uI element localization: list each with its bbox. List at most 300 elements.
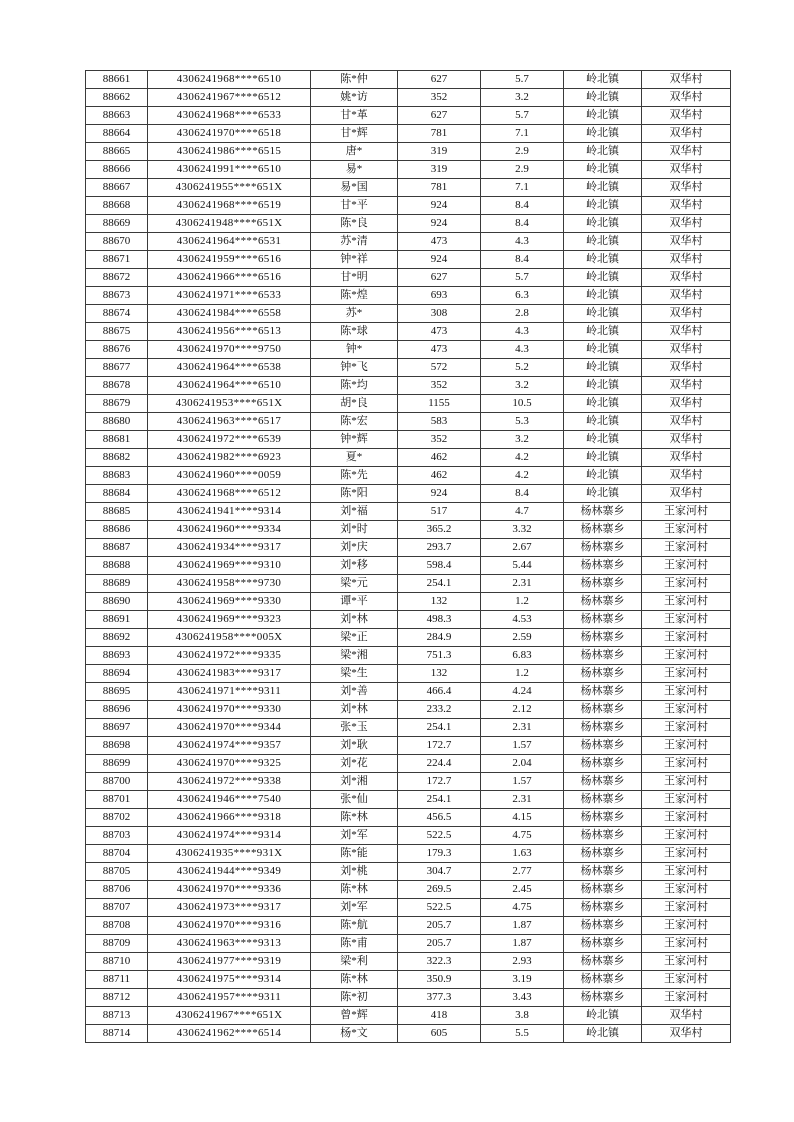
table-cell-id-number: 4306241963****9313 xyxy=(148,935,311,953)
table-cell-name: 陈*先 xyxy=(311,467,398,485)
table-cell-village: 王家河村 xyxy=(642,917,731,935)
table-cell-area: 2.77 xyxy=(481,863,564,881)
table-cell-village: 王家河村 xyxy=(642,701,731,719)
table-row xyxy=(86,827,731,845)
table-cell-village: 王家河村 xyxy=(642,539,731,557)
table-row xyxy=(86,449,731,467)
table-cell-name: 谭*平 xyxy=(311,593,398,611)
table-cell-name: 刘*湘 xyxy=(311,773,398,791)
table-cell-name: 张*玉 xyxy=(311,719,398,737)
table-cell-village: 双华村 xyxy=(642,485,731,503)
table-cell-id-number: 4306241974****9357 xyxy=(148,737,311,755)
table-cell-area: 2.9 xyxy=(481,143,564,161)
table-cell-area: 2.31 xyxy=(481,791,564,809)
table-row xyxy=(86,341,731,359)
table-cell-serial: 88714 xyxy=(86,1025,148,1043)
table-cell-id-number: 4306241970****6518 xyxy=(148,125,311,143)
table-cell-serial: 88680 xyxy=(86,413,148,431)
table-cell-amount: 377.3 xyxy=(398,989,481,1007)
table-cell-town: 岭北镇 xyxy=(564,179,642,197)
table-cell-town: 杨林寨乡 xyxy=(564,647,642,665)
table-cell-village: 双华村 xyxy=(642,89,731,107)
table-cell-area: 4.3 xyxy=(481,323,564,341)
table-row xyxy=(86,611,731,629)
table-cell-name: 陈*林 xyxy=(311,971,398,989)
table-cell-serial: 88662 xyxy=(86,89,148,107)
table-row xyxy=(86,593,731,611)
table-row xyxy=(86,647,731,665)
subsidy-table-body xyxy=(86,71,731,1043)
table-cell-serial: 88700 xyxy=(86,773,148,791)
table-cell-town: 杨林寨乡 xyxy=(564,557,642,575)
table-cell-town: 杨林寨乡 xyxy=(564,773,642,791)
table-cell-name: 陈*林 xyxy=(311,809,398,827)
table-cell-id-number: 4306241959****6516 xyxy=(148,251,311,269)
table-cell-village: 王家河村 xyxy=(642,845,731,863)
table-cell-town: 岭北镇 xyxy=(564,323,642,341)
table-cell-amount: 693 xyxy=(398,287,481,305)
table-row xyxy=(86,233,731,251)
table-row xyxy=(86,863,731,881)
table-cell-id-number: 4306241968****6510 xyxy=(148,71,311,89)
table-cell-town: 岭北镇 xyxy=(564,287,642,305)
table-cell-amount: 365.2 xyxy=(398,521,481,539)
table-cell-serial: 88663 xyxy=(86,107,148,125)
table-cell-area: 3.2 xyxy=(481,89,564,107)
table-cell-amount: 205.7 xyxy=(398,917,481,935)
table-cell-area: 7.1 xyxy=(481,125,564,143)
table-cell-id-number: 4306241970****9336 xyxy=(148,881,311,899)
table-cell-village: 双华村 xyxy=(642,323,731,341)
table-row xyxy=(86,971,731,989)
table-cell-id-number: 4306241962****6514 xyxy=(148,1025,311,1043)
table-cell-town: 岭北镇 xyxy=(564,305,642,323)
table-cell-serial: 88669 xyxy=(86,215,148,233)
table-cell-serial: 88705 xyxy=(86,863,148,881)
table-cell-village: 双华村 xyxy=(642,71,731,89)
table-cell-id-number: 4306241964****6531 xyxy=(148,233,311,251)
table-cell-area: 2.04 xyxy=(481,755,564,773)
table-cell-serial: 88682 xyxy=(86,449,148,467)
table-cell-amount: 308 xyxy=(398,305,481,323)
table-cell-village: 双华村 xyxy=(642,431,731,449)
table-cell-id-number: 4306241970****9325 xyxy=(148,755,311,773)
table-row xyxy=(86,917,731,935)
table-cell-town: 岭北镇 xyxy=(564,197,642,215)
table-cell-amount: 418 xyxy=(398,1007,481,1025)
table-cell-id-number: 4306241960****0059 xyxy=(148,467,311,485)
table-cell-town: 杨林寨乡 xyxy=(564,827,642,845)
table-cell-amount: 522.5 xyxy=(398,827,481,845)
table-cell-town: 岭北镇 xyxy=(564,269,642,287)
table-row xyxy=(86,1025,731,1043)
table-cell-village: 双华村 xyxy=(642,215,731,233)
table-cell-amount: 132 xyxy=(398,593,481,611)
table-cell-area: 1.63 xyxy=(481,845,564,863)
table-cell-serial: 88704 xyxy=(86,845,148,863)
table-cell-name: 甘*明 xyxy=(311,269,398,287)
table-cell-name: 陈*初 xyxy=(311,989,398,1007)
table-cell-serial: 88679 xyxy=(86,395,148,413)
table-cell-id-number: 4306241966****6516 xyxy=(148,269,311,287)
table-cell-area: 8.4 xyxy=(481,485,564,503)
table-cell-village: 双华村 xyxy=(642,413,731,431)
table-cell-village: 双华村 xyxy=(642,359,731,377)
table-cell-area: 2.93 xyxy=(481,953,564,971)
table-cell-serial: 88661 xyxy=(86,71,148,89)
table-row xyxy=(86,269,731,287)
table-row xyxy=(86,143,731,161)
table-cell-id-number: 4306241944****9349 xyxy=(148,863,311,881)
table-cell-area: 5.7 xyxy=(481,269,564,287)
table-cell-town: 岭北镇 xyxy=(564,107,642,125)
table-cell-town: 杨林寨乡 xyxy=(564,683,642,701)
table-cell-name: 刘*军 xyxy=(311,827,398,845)
table-cell-amount: 781 xyxy=(398,179,481,197)
table-cell-id-number: 4306241983****9317 xyxy=(148,665,311,683)
table-row xyxy=(86,557,731,575)
table-cell-serial: 88707 xyxy=(86,899,148,917)
table-cell-amount: 319 xyxy=(398,161,481,179)
table-cell-amount: 462 xyxy=(398,449,481,467)
table-cell-id-number: 4306241968****6533 xyxy=(148,107,311,125)
table-cell-id-number: 4306241958****005X xyxy=(148,629,311,647)
table-cell-name: 梁*正 xyxy=(311,629,398,647)
table-cell-serial: 88689 xyxy=(86,575,148,593)
table-cell-id-number: 4306241964****6538 xyxy=(148,359,311,377)
table-cell-id-number: 4306241953****651X xyxy=(148,395,311,413)
table-row xyxy=(86,323,731,341)
table-cell-village: 双华村 xyxy=(642,467,731,485)
table-cell-area: 5.7 xyxy=(481,107,564,125)
table-cell-amount: 284.9 xyxy=(398,629,481,647)
table-cell-area: 6.3 xyxy=(481,287,564,305)
table-cell-amount: 473 xyxy=(398,341,481,359)
table-cell-town: 杨林寨乡 xyxy=(564,665,642,683)
table-cell-village: 双华村 xyxy=(642,143,731,161)
table-cell-serial: 88706 xyxy=(86,881,148,899)
table-cell-area: 2.8 xyxy=(481,305,564,323)
table-row xyxy=(86,701,731,719)
table-cell-name: 梁*元 xyxy=(311,575,398,593)
table-cell-town: 杨林寨乡 xyxy=(564,953,642,971)
table-cell-area: 4.24 xyxy=(481,683,564,701)
table-cell-village: 王家河村 xyxy=(642,881,731,899)
table-cell-area: 4.3 xyxy=(481,233,564,251)
table-cell-town: 岭北镇 xyxy=(564,1007,642,1025)
table-cell-area: 5.44 xyxy=(481,557,564,575)
table-cell-name: 甘*革 xyxy=(311,107,398,125)
table-cell-village: 王家河村 xyxy=(642,989,731,1007)
table-cell-serial: 88688 xyxy=(86,557,148,575)
table-cell-village: 王家河村 xyxy=(642,521,731,539)
table-cell-name: 姚*访 xyxy=(311,89,398,107)
table-cell-village: 王家河村 xyxy=(642,827,731,845)
table-cell-village: 双华村 xyxy=(642,395,731,413)
table-cell-town: 杨林寨乡 xyxy=(564,521,642,539)
table-cell-town: 岭北镇 xyxy=(564,125,642,143)
table-cell-serial: 88686 xyxy=(86,521,148,539)
table-row xyxy=(86,539,731,557)
table-cell-name: 刘*福 xyxy=(311,503,398,521)
table-cell-serial: 88692 xyxy=(86,629,148,647)
table-row xyxy=(86,179,731,197)
table-cell-name: 陈*林 xyxy=(311,881,398,899)
table-cell-id-number: 4306241957****9311 xyxy=(148,989,311,1007)
table-cell-name: 唐* xyxy=(311,143,398,161)
table-cell-amount: 627 xyxy=(398,269,481,287)
table-cell-village: 王家河村 xyxy=(642,737,731,755)
table-cell-amount: 456.5 xyxy=(398,809,481,827)
table-cell-amount: 781 xyxy=(398,125,481,143)
table-cell-serial: 88667 xyxy=(86,179,148,197)
table-row xyxy=(86,395,731,413)
table-cell-serial: 88675 xyxy=(86,323,148,341)
table-row xyxy=(86,377,731,395)
table-cell-id-number: 4306241982****6923 xyxy=(148,449,311,467)
table-cell-area: 8.4 xyxy=(481,215,564,233)
table-cell-town: 岭北镇 xyxy=(564,485,642,503)
table-cell-village: 双华村 xyxy=(642,305,731,323)
table-cell-village: 王家河村 xyxy=(642,629,731,647)
table-cell-amount: 322.3 xyxy=(398,953,481,971)
table-row xyxy=(86,629,731,647)
table-cell-id-number: 4306241968****6512 xyxy=(148,485,311,503)
table-cell-village: 王家河村 xyxy=(642,971,731,989)
table-cell-amount: 205.7 xyxy=(398,935,481,953)
table-cell-name: 陈*阳 xyxy=(311,485,398,503)
table-cell-area: 4.15 xyxy=(481,809,564,827)
table-cell-area: 2.31 xyxy=(481,575,564,593)
table-cell-village: 王家河村 xyxy=(642,899,731,917)
table-cell-area: 5.3 xyxy=(481,413,564,431)
table-row xyxy=(86,467,731,485)
table-cell-area: 5.7 xyxy=(481,71,564,89)
table-cell-name: 甘*辉 xyxy=(311,125,398,143)
table-cell-town: 杨林寨乡 xyxy=(564,701,642,719)
table-cell-id-number: 4306241984****6558 xyxy=(148,305,311,323)
table-cell-area: 1.57 xyxy=(481,737,564,755)
table-cell-name: 陈*能 xyxy=(311,845,398,863)
table-cell-town: 岭北镇 xyxy=(564,143,642,161)
table-cell-serial: 88678 xyxy=(86,377,148,395)
table-cell-town: 杨林寨乡 xyxy=(564,935,642,953)
table-cell-serial: 88664 xyxy=(86,125,148,143)
table-cell-serial: 88702 xyxy=(86,809,148,827)
table-cell-amount: 517 xyxy=(398,503,481,521)
table-cell-serial: 88699 xyxy=(86,755,148,773)
table-cell-amount: 179.3 xyxy=(398,845,481,863)
table-cell-id-number: 4306241963****6517 xyxy=(148,413,311,431)
table-cell-town: 岭北镇 xyxy=(564,215,642,233)
table-cell-amount: 269.5 xyxy=(398,881,481,899)
table-cell-amount: 1155 xyxy=(398,395,481,413)
table-cell-area: 3.43 xyxy=(481,989,564,1007)
table-cell-village: 王家河村 xyxy=(642,665,731,683)
table-cell-id-number: 4306241991****6510 xyxy=(148,161,311,179)
table-cell-area: 3.8 xyxy=(481,1007,564,1025)
table-cell-town: 岭北镇 xyxy=(564,377,642,395)
table-cell-name: 夏* xyxy=(311,449,398,467)
table-cell-village: 王家河村 xyxy=(642,863,731,881)
table-cell-village: 王家河村 xyxy=(642,953,731,971)
table-cell-id-number: 4306241968****6519 xyxy=(148,197,311,215)
table-cell-town: 岭北镇 xyxy=(564,449,642,467)
table-cell-area: 4.3 xyxy=(481,341,564,359)
table-cell-amount: 352 xyxy=(398,431,481,449)
table-row xyxy=(86,899,731,917)
table-cell-name: 钟*祥 xyxy=(311,251,398,269)
table-cell-id-number: 4306241972****9338 xyxy=(148,773,311,791)
table-cell-serial: 88693 xyxy=(86,647,148,665)
table-cell-name: 甘*平 xyxy=(311,197,398,215)
table-cell-id-number: 4306241955****651X xyxy=(148,179,311,197)
table-cell-name: 刘*移 xyxy=(311,557,398,575)
table-row xyxy=(86,215,731,233)
table-cell-village: 王家河村 xyxy=(642,647,731,665)
table-cell-town: 岭北镇 xyxy=(564,89,642,107)
table-cell-town: 杨林寨乡 xyxy=(564,809,642,827)
table-cell-serial: 88674 xyxy=(86,305,148,323)
table-cell-id-number: 4306241986****6515 xyxy=(148,143,311,161)
table-cell-id-number: 4306241960****9334 xyxy=(148,521,311,539)
table-cell-town: 岭北镇 xyxy=(564,161,642,179)
table-cell-area: 5.2 xyxy=(481,359,564,377)
table-cell-serial: 88710 xyxy=(86,953,148,971)
table-cell-town: 杨林寨乡 xyxy=(564,899,642,917)
table-row xyxy=(86,755,731,773)
table-cell-town: 岭北镇 xyxy=(564,71,642,89)
table-cell-name: 梁*生 xyxy=(311,665,398,683)
table-cell-amount: 583 xyxy=(398,413,481,431)
table-cell-amount: 627 xyxy=(398,71,481,89)
table-cell-name: 陈*煌 xyxy=(311,287,398,305)
table-cell-serial: 88672 xyxy=(86,269,148,287)
table-row xyxy=(86,791,731,809)
table-cell-village: 王家河村 xyxy=(642,611,731,629)
table-cell-village: 双华村 xyxy=(642,161,731,179)
table-cell-village: 双华村 xyxy=(642,107,731,125)
table-cell-area: 4.7 xyxy=(481,503,564,521)
table-cell-amount: 462 xyxy=(398,467,481,485)
table-cell-id-number: 4306241977****9319 xyxy=(148,953,311,971)
table-cell-serial: 88666 xyxy=(86,161,148,179)
table-cell-area: 3.2 xyxy=(481,377,564,395)
table-cell-town: 杨林寨乡 xyxy=(564,917,642,935)
table-cell-village: 双华村 xyxy=(642,341,731,359)
table-cell-serial: 88685 xyxy=(86,503,148,521)
table-cell-id-number: 4306241970****9344 xyxy=(148,719,311,737)
table-row xyxy=(86,251,731,269)
table-cell-village: 双华村 xyxy=(642,179,731,197)
table-cell-area: 2.12 xyxy=(481,701,564,719)
table-cell-amount: 352 xyxy=(398,89,481,107)
table-cell-name: 陈*仲 xyxy=(311,71,398,89)
table-cell-village: 双华村 xyxy=(642,197,731,215)
table-cell-serial: 88690 xyxy=(86,593,148,611)
table-cell-amount: 598.4 xyxy=(398,557,481,575)
table-row xyxy=(86,287,731,305)
table-cell-area: 1.57 xyxy=(481,773,564,791)
table-cell-town: 岭北镇 xyxy=(564,359,642,377)
table-row xyxy=(86,737,731,755)
table-cell-area: 5.5 xyxy=(481,1025,564,1043)
table-cell-serial: 88703 xyxy=(86,827,148,845)
table-row xyxy=(86,575,731,593)
table-cell-town: 杨林寨乡 xyxy=(564,593,642,611)
subsidy-table xyxy=(85,70,731,1043)
table-cell-amount: 924 xyxy=(398,485,481,503)
table-cell-id-number: 4306241970****9750 xyxy=(148,341,311,359)
table-cell-village: 王家河村 xyxy=(642,575,731,593)
table-cell-village: 王家河村 xyxy=(642,593,731,611)
table-cell-amount: 627 xyxy=(398,107,481,125)
table-cell-town: 杨林寨乡 xyxy=(564,737,642,755)
table-row xyxy=(86,719,731,737)
table-row xyxy=(86,413,731,431)
table-cell-serial: 88684 xyxy=(86,485,148,503)
table-cell-name: 钟*辉 xyxy=(311,431,398,449)
table-cell-serial: 88698 xyxy=(86,737,148,755)
table-cell-village: 双华村 xyxy=(642,377,731,395)
table-cell-village: 王家河村 xyxy=(642,809,731,827)
table-cell-id-number: 4306241971****6533 xyxy=(148,287,311,305)
table-cell-town: 岭北镇 xyxy=(564,413,642,431)
table-cell-serial: 88681 xyxy=(86,431,148,449)
table-cell-area: 2.9 xyxy=(481,161,564,179)
table-cell-amount: 466.4 xyxy=(398,683,481,701)
table-cell-serial: 88701 xyxy=(86,791,148,809)
table-row xyxy=(86,107,731,125)
table-cell-id-number: 4306241967****6512 xyxy=(148,89,311,107)
table-cell-id-number: 4306241964****6510 xyxy=(148,377,311,395)
table-cell-name: 曾*辉 xyxy=(311,1007,398,1025)
table-cell-name: 陈*航 xyxy=(311,917,398,935)
table-cell-village: 王家河村 xyxy=(642,503,731,521)
table-row xyxy=(86,953,731,971)
table-cell-id-number: 4306241935****931X xyxy=(148,845,311,863)
table-cell-name: 刘*时 xyxy=(311,521,398,539)
table-cell-town: 岭北镇 xyxy=(564,233,642,251)
table-cell-area: 2.31 xyxy=(481,719,564,737)
table-cell-town: 杨林寨乡 xyxy=(564,971,642,989)
table-cell-town: 杨林寨乡 xyxy=(564,791,642,809)
table-cell-id-number: 4306241969****9330 xyxy=(148,593,311,611)
table-cell-village: 双华村 xyxy=(642,1007,731,1025)
table-cell-amount: 605 xyxy=(398,1025,481,1043)
table-cell-name: 刘*林 xyxy=(311,701,398,719)
table-cell-id-number: 4306241967****651X xyxy=(148,1007,311,1025)
table-cell-village: 双华村 xyxy=(642,1025,731,1043)
table-cell-serial: 88665 xyxy=(86,143,148,161)
table-cell-amount: 352 xyxy=(398,377,481,395)
table-cell-area: 1.87 xyxy=(481,935,564,953)
table-cell-village: 王家河村 xyxy=(642,683,731,701)
table-cell-name: 梁*湘 xyxy=(311,647,398,665)
table-cell-name: 苏* xyxy=(311,305,398,323)
table-cell-name: 钟*飞 xyxy=(311,359,398,377)
table-cell-village: 王家河村 xyxy=(642,773,731,791)
table-cell-village: 王家河村 xyxy=(642,755,731,773)
table-cell-name: 刘*军 xyxy=(311,899,398,917)
table-cell-id-number: 4306241969****9310 xyxy=(148,557,311,575)
table-cell-amount: 304.7 xyxy=(398,863,481,881)
table-cell-area: 3.19 xyxy=(481,971,564,989)
table-cell-name: 刘*善 xyxy=(311,683,398,701)
table-row xyxy=(86,773,731,791)
table-cell-village: 王家河村 xyxy=(642,719,731,737)
table-cell-area: 2.45 xyxy=(481,881,564,899)
